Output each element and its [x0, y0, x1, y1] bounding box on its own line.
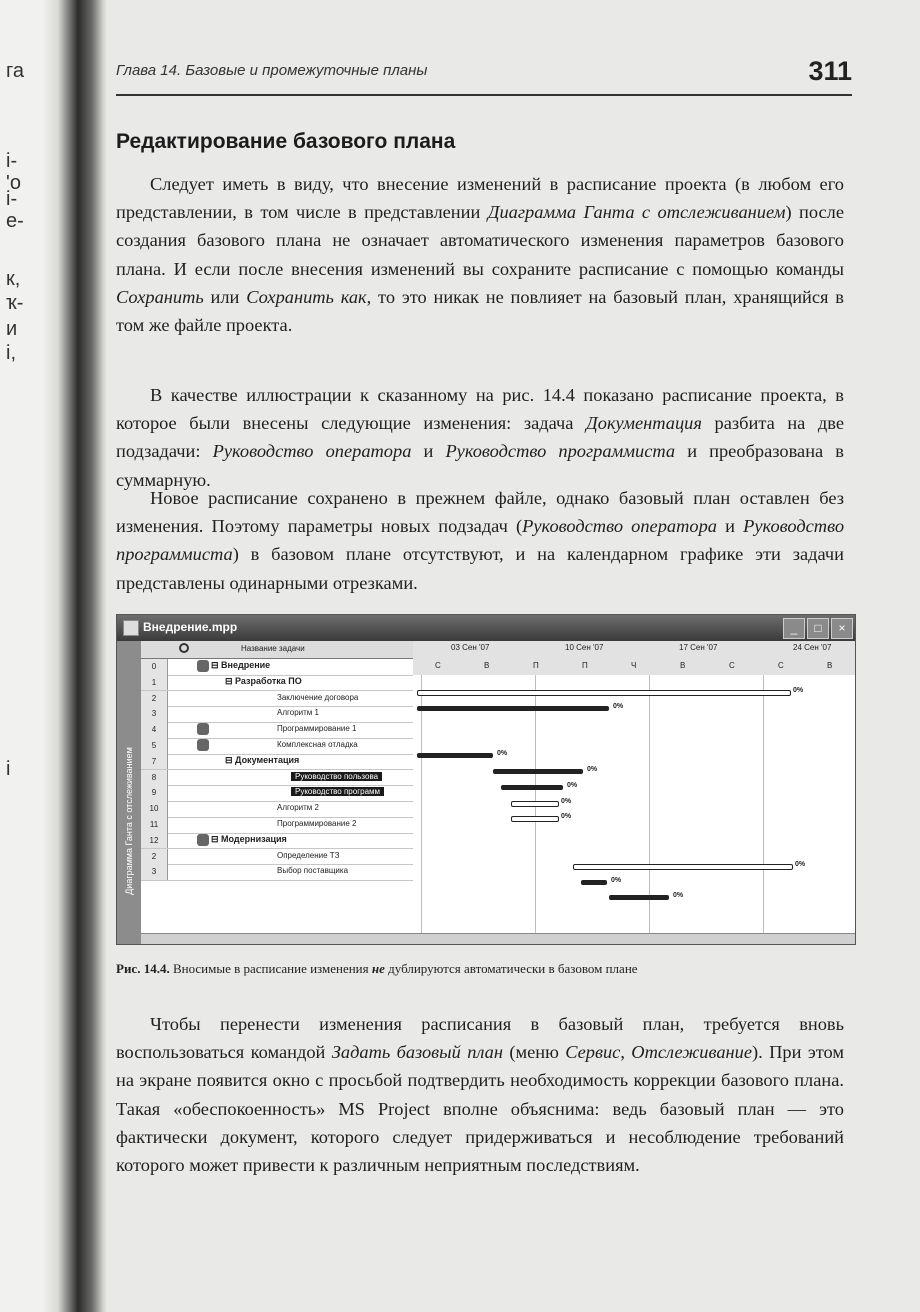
timescale-day-label: В: [680, 661, 686, 670]
timescale-week-label: 24 Сен '07: [793, 643, 832, 652]
row-id: 7: [141, 754, 168, 770]
task-name[interactable]: Комплексная отладка: [277, 740, 358, 749]
paragraph-4: [116, 1010, 844, 1179]
task-grid-header: [141, 641, 413, 659]
paragraph-1-run: Диаграмма Ганта с отслеживанием: [487, 202, 786, 223]
task-name[interactable]: Алгоритм 2: [277, 803, 319, 813]
row-id: 5: [141, 738, 168, 754]
gantt-percent-label: 0%: [587, 766, 598, 773]
gantt-bar[interactable]: [511, 801, 559, 807]
view-bar: [117, 641, 141, 944]
margin-fragment: к,: [6, 268, 21, 290]
timescale-week-label: 10 Сен '07: [565, 643, 604, 652]
paragraph-1-run: или: [203, 286, 247, 307]
paragraph-3: [116, 484, 844, 597]
task-name[interactable]: Алгоритм 1: [277, 708, 319, 718]
paragraph-1: [116, 170, 844, 339]
table-row[interactable]: [141, 754, 413, 771]
paragraph-4-run: ). При этом на экране появится окно с просьбой подтвердить необходимость коррекции базового плана. Такая «обеспокоенность» MS Project вполне объяснима: ведь базовый план — это фактически документ, которого следует придерживаться и несоблюдение требований которого может привести к различным неприятным последствиям.: [116, 1042, 845, 1176]
task-indicator-icon: [197, 723, 209, 735]
paragraph-3-run: Руководство программиста: [116, 516, 845, 565]
task-name[interactable]: Программирование 2: [277, 819, 357, 828]
timescale-day-label: П: [582, 661, 588, 670]
gantt-bar[interactable]: [493, 769, 583, 774]
gantt-percent-label: 0%: [673, 892, 684, 900]
table-row[interactable]: [141, 675, 413, 692]
book-page: [108, 0, 920, 1312]
row-id: 2: [141, 691, 168, 707]
task-indicator-icon: [197, 834, 209, 846]
week-gridline: [649, 675, 650, 933]
timescale-week-label: 17 Сен '07: [679, 643, 718, 652]
timescale-day-label: С: [729, 661, 735, 670]
paragraph-2-run: и: [411, 441, 446, 462]
table-row[interactable]: [141, 738, 413, 755]
paragraph-4-run: (меню: [502, 1042, 566, 1063]
window-title: Внедрение.mpp: [143, 620, 238, 634]
gantt-percent-label: 0%: [497, 750, 508, 758]
gantt-percent-label: 0%: [561, 813, 572, 821]
gantt-bar[interactable]: [417, 706, 609, 711]
paragraph-1-run: , то это никак не повлияет на базовый план, хранящийся в том же файле проекта.: [116, 286, 844, 336]
paragraph-2: [116, 381, 844, 494]
gantt-percent-label: 0%: [611, 876, 622, 884]
task-name[interactable]: Выбор поставщика: [277, 866, 349, 876]
week-gridline: [421, 675, 422, 933]
table-row[interactable]: [141, 691, 413, 708]
row-id: 12: [141, 833, 168, 849]
margin-fragment: ҡ-: [6, 292, 24, 314]
gantt-bar[interactable]: [417, 690, 791, 696]
paragraph-2-run: В качестве иллюстрации к сказанному на рис. 14.4 показано расписание проекта, в которое были внесены следующие изменения: задача: [116, 385, 844, 434]
table-row[interactable]: [141, 833, 413, 850]
week-gridline: [763, 675, 764, 933]
row-id: 10: [141, 801, 168, 817]
row-id: 11: [141, 817, 168, 833]
gantt-bar[interactable]: [609, 895, 669, 900]
row-id: 8: [141, 770, 168, 786]
gantt-percent-label: 0%: [567, 781, 578, 789]
caption-emphasis: не: [371, 961, 385, 976]
paragraph-1-run: Следует иметь в виду, что внесение изменений в расписание проекта (в любом его представлении, в том числе в представлении: [116, 174, 844, 223]
paragraph-2-run: разбита на две подзадачи:: [116, 413, 844, 462]
gantt-bar[interactable]: [501, 785, 563, 790]
paragraph-1-run: ) после создания базового плана не означает автоматического изменения параметров базового плана. И если после внесения изменений вы сохраните расписание с помощью команды: [116, 202, 844, 279]
task-indicator-icon: [197, 739, 209, 751]
task-name[interactable]: ⊟ Внедрение: [211, 660, 271, 670]
row-id: 3: [141, 864, 168, 880]
row-id: 4: [141, 722, 168, 738]
gantt-percent-label: 0%: [795, 860, 806, 868]
gantt-bar[interactable]: [417, 753, 493, 758]
caption-prefix: Рис. 14.4.: [116, 961, 170, 976]
row-id: 1: [141, 675, 168, 691]
paragraph-2-run: Документация: [586, 413, 702, 434]
table-row[interactable]: [141, 817, 413, 834]
caption-text-2: дублируются автоматически в базовом плане: [384, 961, 638, 976]
close-button[interactable]: ×: [831, 618, 853, 639]
margin-fragment: е-: [6, 210, 24, 232]
row-id: 3: [141, 706, 168, 722]
project-app-icon: [123, 620, 139, 636]
margin-fragment: и: [6, 318, 18, 340]
gantt-percent-label: 0%: [613, 702, 624, 710]
gantt-chart-area: [413, 675, 855, 933]
gantt-timescale: [413, 641, 855, 676]
timescale-week-label: 03 Сен '07: [451, 643, 490, 652]
running-header: [116, 56, 852, 96]
row-id: 0: [141, 659, 168, 675]
table-row[interactable]: [141, 659, 413, 676]
info-icon: [179, 643, 189, 653]
paragraph-4-run: Чтобы перенести изменения расписания в базовый план, требуется вновь воспользоваться командой: [116, 1014, 844, 1063]
table-row[interactable]: [141, 849, 413, 866]
minimize-button[interactable]: _: [783, 618, 805, 639]
maximize-button[interactable]: □: [807, 618, 829, 639]
table-row[interactable]: [141, 785, 413, 802]
task-name[interactable]: ⊟ Документация: [225, 754, 300, 765]
margin-fragment: 'о: [6, 172, 21, 194]
paragraph-2-run: и преобразована в суммарную.: [116, 441, 844, 490]
paragraph-3-run: Новое расписание сохранено в прежнем файле, однако базовый план оставлен без изменения. Поэтому параметры новых подзадач (: [116, 488, 844, 537]
task-name[interactable]: Определение ТЗ: [277, 850, 340, 860]
paragraph-2-run: Руководство оператора: [212, 441, 412, 462]
table-row[interactable]: [141, 864, 413, 881]
timescale-day-label: С: [435, 661, 441, 670]
gantt-bar[interactable]: [511, 816, 559, 822]
margin-fragment: і-: [6, 188, 18, 210]
task-name[interactable]: ⊟ Модернизация: [211, 833, 287, 844]
paragraph-4-run: Сервис: [565, 1042, 621, 1063]
table-row[interactable]: [141, 706, 413, 723]
paragraph-4-run: Отслеживание: [631, 1042, 753, 1063]
window-titlebar: [117, 615, 855, 641]
gantt-percent-label: 0%: [793, 687, 804, 694]
table-row[interactable]: [141, 801, 413, 818]
margin-fragment: і: [6, 758, 11, 780]
margin-fragment: га: [6, 60, 24, 82]
task-indicator-icon: [197, 660, 209, 672]
paragraph-2-run: Руководство программиста: [445, 441, 676, 462]
paragraph-3-run: ) в базовом плане отсутствуют, и на календарном графике эти задачи представлены одинарными отрезками.: [116, 544, 844, 593]
timescale-day-label: В: [484, 661, 490, 670]
view-label: Диаграмма Ганта с отслеживанием: [124, 747, 134, 895]
running-title: Глава 14. Базовые и промежуточные планы: [116, 62, 428, 79]
timescale-day-label: Ч: [631, 661, 637, 670]
horizontal-scrollbar[interactable]: [141, 933, 855, 945]
task-name[interactable]: Руководство программ: [291, 787, 384, 796]
paragraph-4-run: Задать базовый план: [331, 1042, 503, 1063]
figure-caption: [116, 961, 638, 977]
margin-fragment: і,: [6, 342, 16, 364]
gantt-percent-label: 0%: [561, 797, 572, 805]
paragraph-1-run: Сохранить как: [246, 286, 367, 307]
timescale-day-label: П: [533, 661, 539, 670]
page-number: 311: [808, 56, 852, 86]
section-heading: Редактирование базового плана: [116, 130, 456, 153]
column-header-task-name[interactable]: Название задачи: [241, 644, 305, 653]
task-name[interactable]: ⊟ Разработка ПО: [225, 675, 302, 686]
row-id: 2: [141, 849, 168, 865]
margin-fragment: і-: [6, 150, 18, 172]
paragraph-1-run: Сохранить: [116, 286, 204, 307]
timescale-day-label: В: [827, 661, 833, 670]
figure-gantt-screenshot: [116, 614, 856, 945]
paragraph-4-run: ,: [620, 1042, 632, 1063]
task-name[interactable]: Программирование 1: [277, 724, 357, 734]
table-row[interactable]: [141, 770, 413, 787]
paragraph-3-run: и: [716, 516, 744, 537]
row-id: 9: [141, 785, 168, 801]
task-name[interactable]: Руководство пользова: [291, 772, 382, 781]
paragraph-3-run: Руководство оператора: [522, 516, 717, 537]
gantt-bar[interactable]: [581, 880, 607, 885]
table-row[interactable]: [141, 722, 413, 739]
task-name[interactable]: Заключение договора: [277, 692, 359, 702]
timescale-day-label: С: [778, 661, 784, 670]
caption-text-1: Вносимые в расписание изменения: [172, 961, 372, 976]
gantt-bar[interactable]: [573, 864, 793, 870]
